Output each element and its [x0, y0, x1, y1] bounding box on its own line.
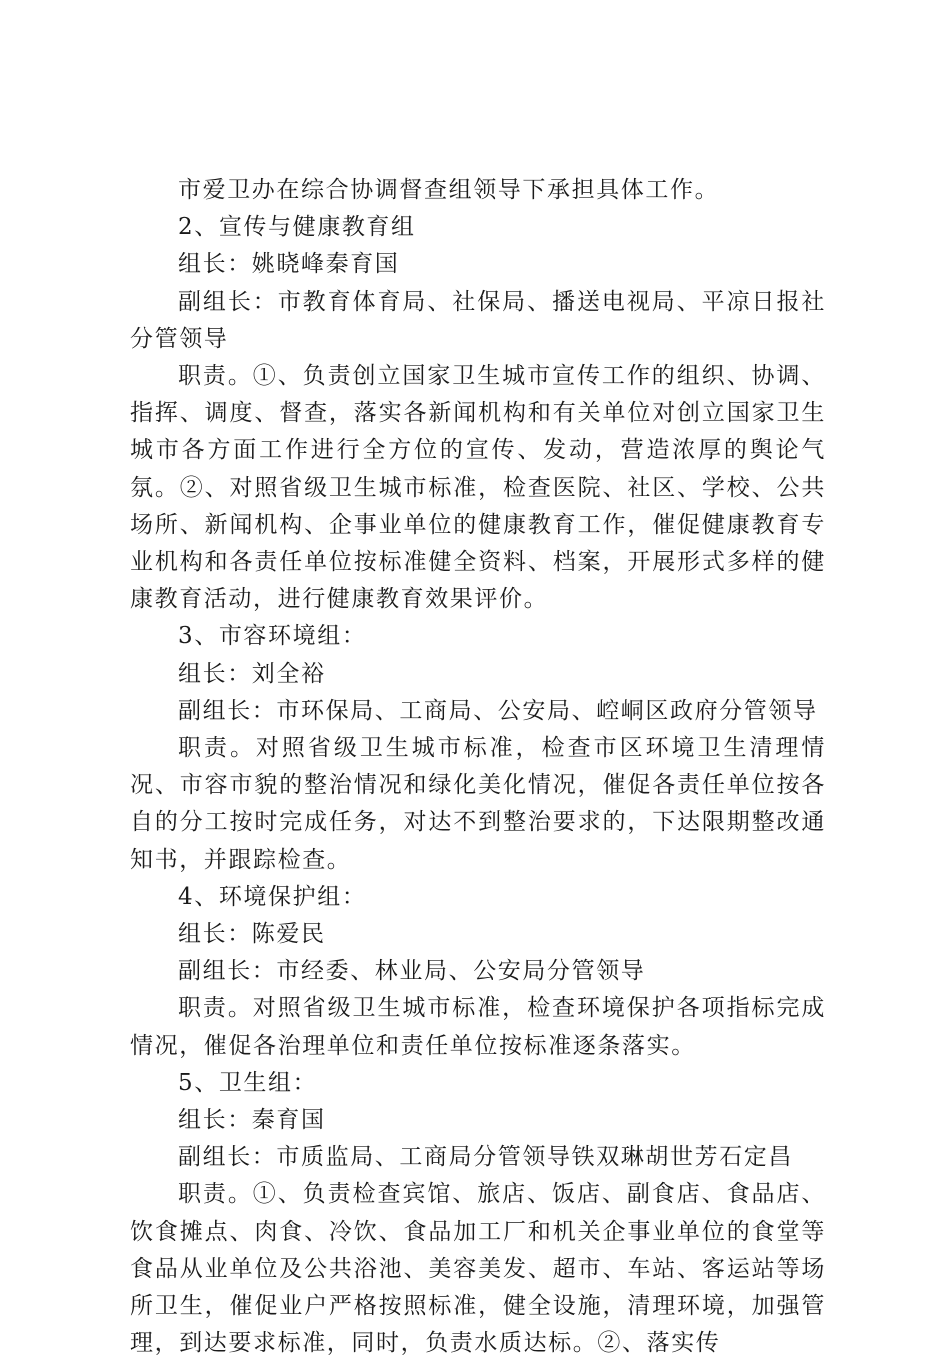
document-body [130, 172, 826, 1363]
city-environment-leader: 组长：刘全裕 [178, 660, 326, 687]
environmental-protection-deputy-leader: 副组长：市经委、林业局、公安局分管领导 [178, 958, 646, 985]
publicity-duties: 职责。①、负责创立国家卫生城市宣传工作的组织、协调、指挥、调度、督查，落实各新闻机构和有关单位对创立国家卫生城市各方面工作进行全方位的宣传、发动，营造浓厚的舆论气氛。②、对照省级卫生城市标准，检查医院、社区、学校、公共场所、新闻机构、企事业单位的健康教育工作，催促健康教育专业机构和各责任单位按标准健全资料、档案，开展形式多样的健康教育活动，进行健康教育效果评价。 [130, 363, 826, 613]
hygiene-duties: 职责。①、负责检查宾馆、旅店、饭店、副食店、食品店、饮食摊点、肉食、冷饮、食品加工厂和机关企事业单位的食堂等食品从业单位及公共浴池、美容美发、超市、车站、客运站等场所卫生，催促业户严格按照标准，健全设施，清理环境，加强管理，到达要求标准，同时，负责水质达标。②、落实传 [130, 1181, 826, 1357]
section-heading-city-environment: 3、市容环境组： [178, 623, 367, 650]
environmental-protection-leader: 组长：陈爱民 [178, 921, 326, 948]
hygiene-leader: 组长：秦育国 [178, 1107, 326, 1134]
section-heading-environmental-protection: 4、环境保护组： [178, 883, 367, 910]
city-environment-duties: 职责。对照省级卫生城市标准，检查市区环境卫生清理情况、市容市貌的整治情况和绿化美化情况，催促各责任单位按各自的分工按时完成任务，对达不到整治要求的，下达限期整改通知书，并跟踪检查。 [130, 735, 826, 873]
paragraph-coordination-duty: 市爱卫办在综合协调督查组领导下承担具体工作。 [178, 177, 720, 203]
hygiene-deputy-leader: 副组长：市质监局、工商局分管领导铁双琳胡世芳石定昌 [178, 1144, 793, 1171]
city-environment-deputy-leader: 副组长：市环保局、工商局、公安局、崆峒区政府分管领导 [178, 697, 818, 724]
environmental-protection-duties: 职责。对照省级卫生城市标准，检查环境保护各项指标完成情况，催促各治理单位和责任单位按标准逐条落实。 [130, 995, 826, 1059]
publicity-deputy-leader: 副组长：市教育体育局、社保局、播送电视局、平凉日报社分管领导 [130, 288, 826, 352]
publicity-leader: 组长：姚晓峰秦育国 [178, 251, 400, 278]
section-heading-publicity: 2、宣传与健康教育组 [178, 214, 416, 241]
section-heading-hygiene: 5、卫生组： [178, 1069, 318, 1096]
